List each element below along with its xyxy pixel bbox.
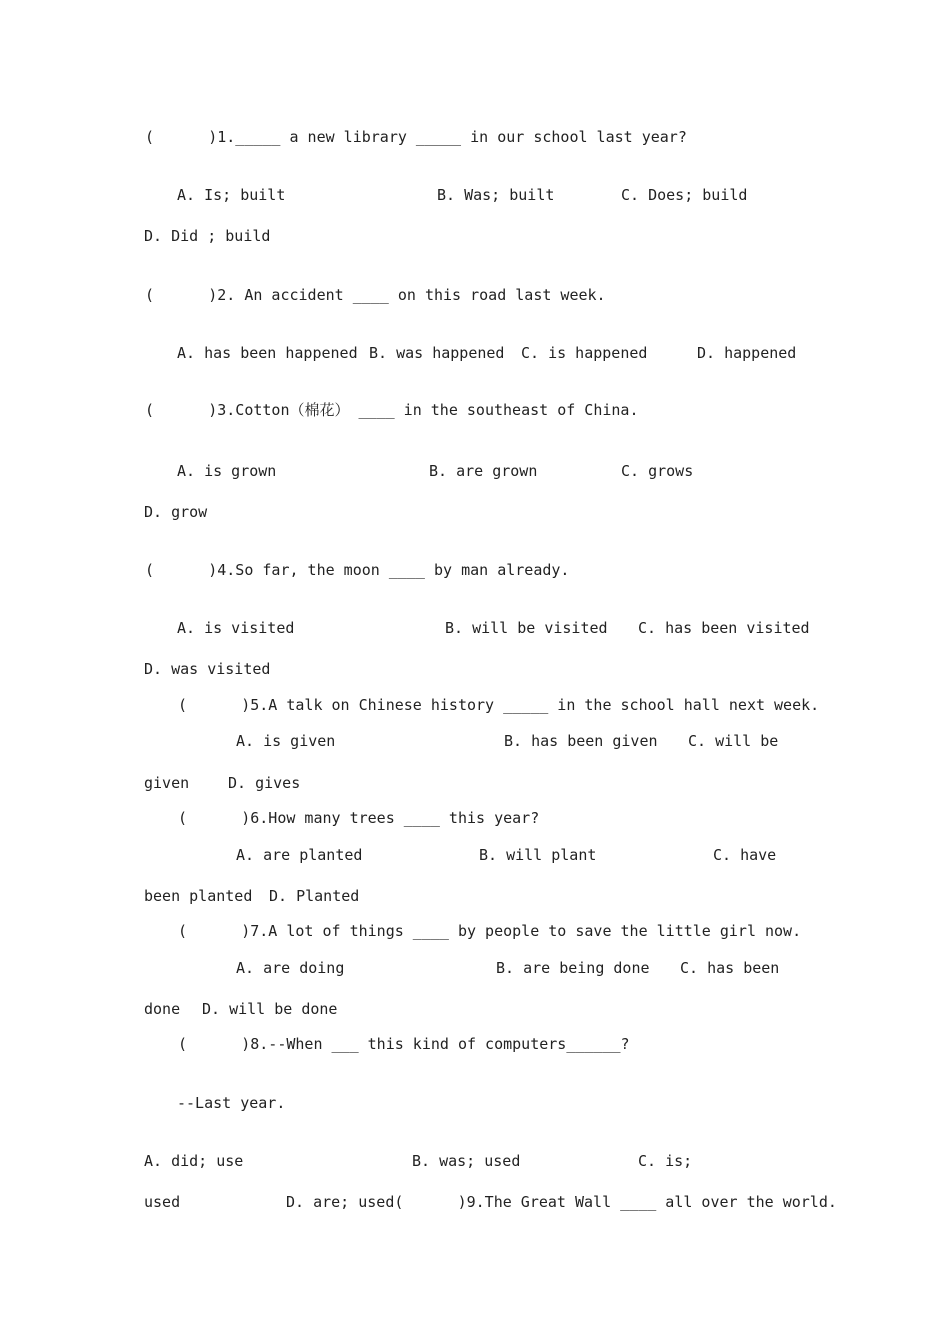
question-5-option-d: D. gives <box>228 774 301 792</box>
question-8-option-c: C. is; <box>638 1152 693 1170</box>
question-7-option-c-continued: done <box>144 1000 181 1018</box>
question-7-option-d: D. will be done <box>202 1000 338 1018</box>
question-7-option-a: A. are doing <box>236 959 345 977</box>
question-6-option-b: B. will plant <box>479 846 597 864</box>
question-2-option-a: A. has been happened <box>177 344 358 362</box>
question-8-option-b: B. was; used <box>412 1152 521 1170</box>
question-8-option-c-continued: used <box>144 1193 181 1211</box>
question-3-option-d: D. grow <box>144 503 208 521</box>
question-7-option-c: C. has been <box>680 959 780 977</box>
question-8-option-d-and-question-9-stem: D. are; used( )9.The Great Wall ____ all over the world. <box>286 1193 837 1211</box>
question-6-option-a: A. are planted <box>236 846 363 864</box>
question-1-option-d: D. Did ; build <box>144 227 271 245</box>
question-6-option-c: C. have <box>713 846 777 864</box>
question-2-option-d: D. happened <box>697 344 797 362</box>
question-1-stem: ( )1._____ a new library _____ in our school last year? <box>145 128 687 146</box>
question-3-option-c: C. grows <box>621 462 694 480</box>
question-4-stem: ( )4.So far, the moon ____ by man already. <box>145 561 570 579</box>
question-2-option-b: B. was happened <box>369 344 505 362</box>
question-7-stem: ( )7.A lot of things ____ by people to save the little girl now. <box>178 922 802 940</box>
question-8-answer-line: --Last year. <box>177 1094 286 1112</box>
question-8-stem: ( )8.--When ___ this kind of computers______? <box>178 1035 630 1053</box>
question-4-option-c: C. has been visited <box>638 619 810 637</box>
question-6-stem: ( )6.How many trees ____ this year? <box>178 809 540 827</box>
question-3-stem: ( )3.Cotton（棉花） ____ in the southeast of China. <box>145 401 639 419</box>
question-1-option-c: C. Does; build <box>621 186 748 204</box>
question-4-option-d: D. was visited <box>144 660 271 678</box>
question-5-option-b: B. has been given <box>504 732 658 750</box>
question-4-option-b: B. will be visited <box>445 619 608 637</box>
question-2-option-c: C. is happened <box>521 344 648 362</box>
question-5-option-c: C. will be <box>688 732 779 750</box>
question-5-stem: ( )5.A talk on Chinese history _____ in the school hall next week. <box>178 696 820 714</box>
question-4-option-a: A. is visited <box>177 619 295 637</box>
question-3-option-a: A. is grown <box>177 462 277 480</box>
question-1-option-a: A. Is; built <box>177 186 286 204</box>
question-3-option-b: B. are grown <box>429 462 538 480</box>
question-5-option-a: A. is given <box>236 732 336 750</box>
question-8-option-a: A. did; use <box>144 1152 244 1170</box>
question-5-option-c-continued: given <box>144 774 190 792</box>
question-6-option-d: D. Planted <box>269 887 360 905</box>
question-1-option-b: B. Was; built <box>437 186 555 204</box>
question-2-stem: ( )2. An accident ____ on this road last week. <box>145 286 606 304</box>
question-6-option-c-continued: been planted <box>144 887 253 905</box>
question-7-option-b: B. are being done <box>496 959 650 977</box>
